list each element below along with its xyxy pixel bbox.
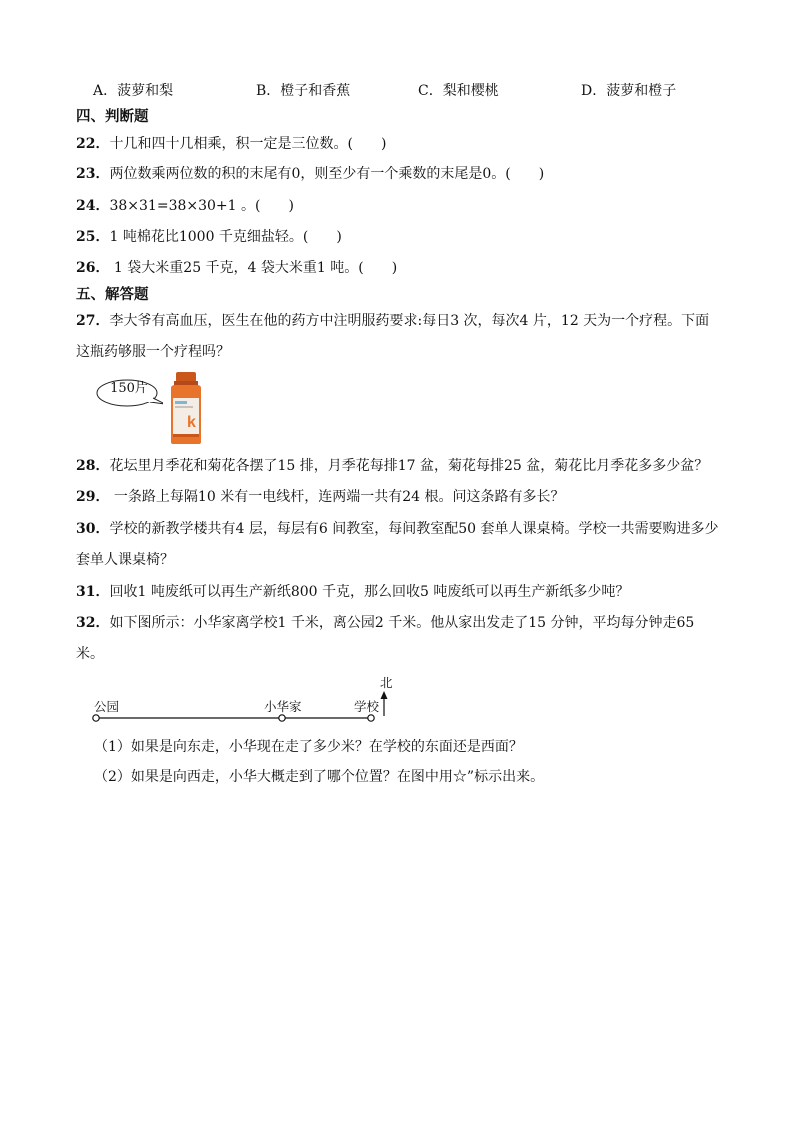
option-b: B．橙子和香蕉: [256, 83, 351, 99]
section-5-title: 五、解答题: [76, 286, 149, 303]
question-text: 两位数乘两位数的积的末尾有0，则至少有一个乘数的末尾是0。( ): [109, 166, 545, 182]
section-4-title: 四、判断题: [76, 108, 149, 125]
question-number: 22．: [76, 136, 110, 152]
question-text: 一条路上每隔10 米有一电线杆，连两端一共有24 根。问这条路有多长？: [109, 489, 565, 505]
question-24: [76, 196, 294, 216]
question-number: 32．: [76, 615, 110, 631]
question-text: 回收1 吨废纸可以再生产新纸800 千克，那么回收5 吨废纸可以再生产新纸多少吨？: [109, 584, 630, 600]
question-number: 24．: [76, 198, 110, 214]
question-31: [76, 582, 629, 602]
question-22: [76, 134, 386, 154]
question-29: [76, 487, 564, 507]
question-number: 25．: [76, 229, 110, 245]
medicine-illustration: [95, 372, 215, 446]
park-label: 公园: [94, 699, 120, 714]
question-26: [76, 258, 397, 278]
question-number: 27．: [76, 313, 110, 329]
question-text: 李大爷有高血压，医生在他的药方中注明服药要求:每日3 次，每次4 片，12 天为一个疗程。下面: [109, 313, 710, 329]
question-32-sub2: （2）如果是向西走，小华大概走到了哪个位置？在图中用☆”标示出来。: [94, 769, 545, 785]
question-number: 29．: [76, 489, 110, 505]
route-diagram: [90, 672, 410, 732]
bubble-label: 150片: [110, 381, 148, 396]
school-point: [368, 715, 374, 721]
north-label: 北: [380, 675, 393, 690]
question-number: 26．: [76, 260, 110, 276]
option-d: D．菠萝和橙子: [581, 83, 677, 99]
question-number: 23．: [76, 166, 110, 182]
question-32-sub1: （1）如果是向东走，小华现在走了多少米？在学校的东面还是西面？: [94, 739, 523, 755]
medicine-bottle-icon: [165, 372, 207, 444]
question-32-line2: 米。: [76, 646, 104, 662]
option-a: A．菠萝和梨: [93, 83, 174, 99]
option-c: C．梨和樱桃: [418, 83, 499, 99]
question-30-line2: 套单人课桌椅？: [76, 552, 174, 568]
question-text: 38×31=38×30+1 。( ): [109, 198, 294, 214]
question-30-line1: [76, 519, 718, 539]
home-point: [279, 715, 285, 721]
question-25: [76, 227, 342, 247]
question-number: 30．: [76, 521, 110, 537]
question-27-line1: [76, 311, 709, 331]
question-28: [76, 456, 708, 476]
question-text: 1 袋大米重25 千克，4 袋大米重1 吨。( ): [109, 260, 398, 276]
question-32-line1: [76, 613, 694, 633]
question-text: 学校的新教学楼共有4 层，每层有6 间教室，每间教室配50 套单人课桌椅。学校一共需要购进多少: [109, 521, 719, 537]
question-27-line2: 这瓶药够服一个疗程吗？: [76, 344, 230, 360]
school-label: 学校: [354, 699, 380, 714]
question-text: 如下图所示：小华家离学校1 千米，离公园2 千米。他从家出发走了15 分钟，平均每分钟走65: [109, 615, 695, 631]
question-23: [76, 164, 544, 184]
question-number: 31．: [76, 584, 110, 600]
question-text: 花坛里月季花和菊花各摆了15 排，月季花每排17 盆，菊花每排25 盆，菊花比月季花多多少盆？: [109, 458, 709, 474]
question-number: 28．: [76, 458, 110, 474]
question-text: 1 吨棉花比1000 千克细盐轻。( ): [109, 229, 342, 245]
question-text: 十几和四十几相乘，积一定是三位数。( ): [109, 136, 387, 152]
home-label: 小华家: [264, 699, 302, 714]
park-point: [93, 715, 99, 721]
svg-text:k: k: [187, 414, 196, 431]
